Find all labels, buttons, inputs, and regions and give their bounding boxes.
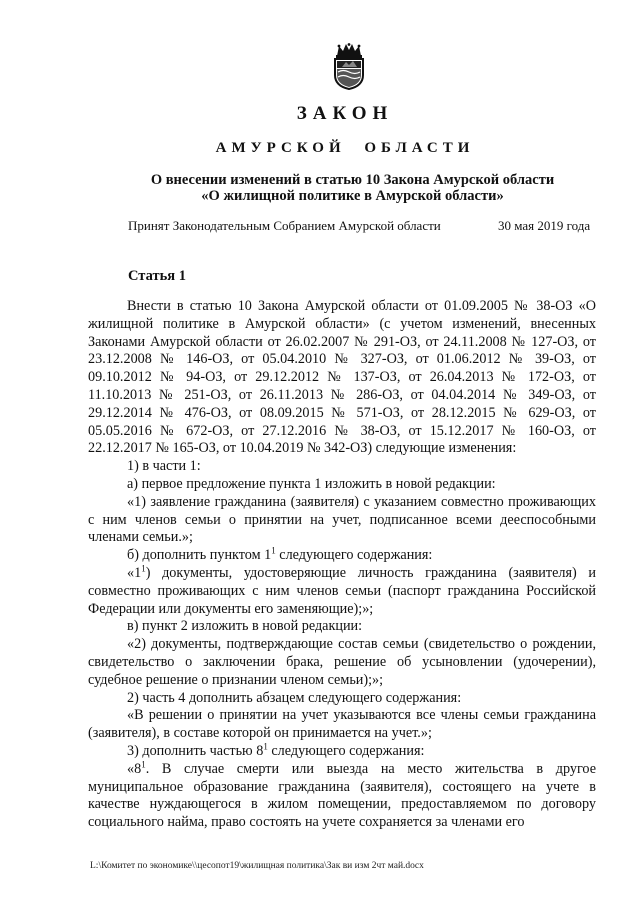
paragraph-1: 1) в части 1: [127,458,201,475]
paragraph-10-pre: 3) дополнить частью 8 [127,742,264,759]
paragraph-9: «В решении о принятии на учет указываются все члены семьи гражданина (заявителя), в составе которой он принимается на учет.»; [88,707,596,742]
paragraph-5 [88,565,596,618]
paragraph-11-sup: 1 [141,758,146,769]
file-path-footer: L:\Комитет по экономике\\цесопот19\жилищная политика\Зак ви изм 2чт май.docx [90,861,424,871]
paragraph-4 [88,547,596,565]
paragraph-4-pre: б) дополнить пунктом 1 [127,547,272,564]
paragraph-10-post: следующего содержания: [267,742,425,759]
adopted-by: Принят Законодательным Собранием Амурской области [128,218,441,233]
paragraph-2: а) первое предложение пункта 1 изложить в новой редакции: [127,475,496,492]
article-intro: Внести в статью 10 Закона Амурской области от 01.09.2005 № 38-ОЗ «О жилищной политике в Амурской области» (с учетом изменений, внесенных Законами Амурской области от 26.02.2007 № 291-ОЗ, от 24.11.2008 № 127-ОЗ, от 23.12.2008 № 146-ОЗ, от 05.04.2010 № 327-ОЗ, от 01.06.2012 № 39-ОЗ, от 09.10.2012 № 94-ОЗ, от 29.12.2012 № 137-ОЗ, от 26.04.2013 № 172-ОЗ, от 11.10.2013 № 251-ОЗ, от 26.11.2013 № 286-ОЗ, от 04.04.2014 № 349-ОЗ, от 29.12.2014 № 476-ОЗ, от 08.09.2015 № 571-ОЗ, от 28.12.2015 № 629-ОЗ, от 05.05.2016 № 672-ОЗ, от 27.12.2016 № 38-ОЗ, от 15.12.2017 № 160-ОЗ, от 22.12.2017 № 165-ОЗ, от 10.04.2019 № 342-ОЗ) следующие изменения: [88,298,596,457]
amur-oblast-coat-of-arms-icon [329,42,369,90]
paragraph-4-sup: 1 [271,545,276,556]
article-title: Статья 1 [128,268,186,284]
paragraph-6: в) пункт 2 изложить в новой редакции: [127,618,363,635]
adoption-date: 30 мая 2019 года [498,218,591,233]
paragraph-11 [88,758,596,832]
law-title: ЗАКОН [296,103,394,124]
paragraph-11-post: . В случае смерти или выезда на место жительства в другое муниципальное образование гражданина (заявителя), состоящего на учете в качестве нуждающегося в жилом помещении, предоставляемом по договору социального найма, право состоять на учете сохраняется за членами его [88,760,596,831]
paragraph-4-post: следующего содержания: [275,547,433,564]
paragraph-10 [88,743,596,761]
paragraph-5-sup: 1 [141,563,146,574]
paragraph-7: «2) документы, подтверждающие состав семьи (свидетельство о рождении, свидетельство о заключении брака, решение об усыновлении (удочерении), судебное решение о признании членом семьи);»; [88,636,596,688]
paragraph-11-pre: «8 [127,760,142,777]
region-title: АМУРСКОЙ ОБЛАСТИ [215,140,475,156]
paragraph-5-post: ) документы, удостоверяющие личность гражданина (заявителя) и совместно проживающих с ним членов семьи (паспорт гражданина Российской Федерации или документы его заменяющие);»; [88,564,596,617]
paragraph-3: «1) заявление гражданина (заявителя) с указанием совместно проживающих с ним членов семьи о принятии на учет, подписанное всеми дееспособными членами семьи.»; [88,493,596,546]
paragraph-5-pre: «1 [127,564,142,581]
article-body [88,298,596,832]
subject-line-1: О внесении изменений в статью 10 Закона Амурской области [150,172,555,188]
paragraph-10-sup: 1 [263,741,268,752]
law-subject [120,172,585,204]
subject-line-2: «О жилищной политике в Амурской области» [201,188,504,204]
paragraph-8: 2) часть 4 дополнить абзацем следующего содержания: [127,689,462,706]
